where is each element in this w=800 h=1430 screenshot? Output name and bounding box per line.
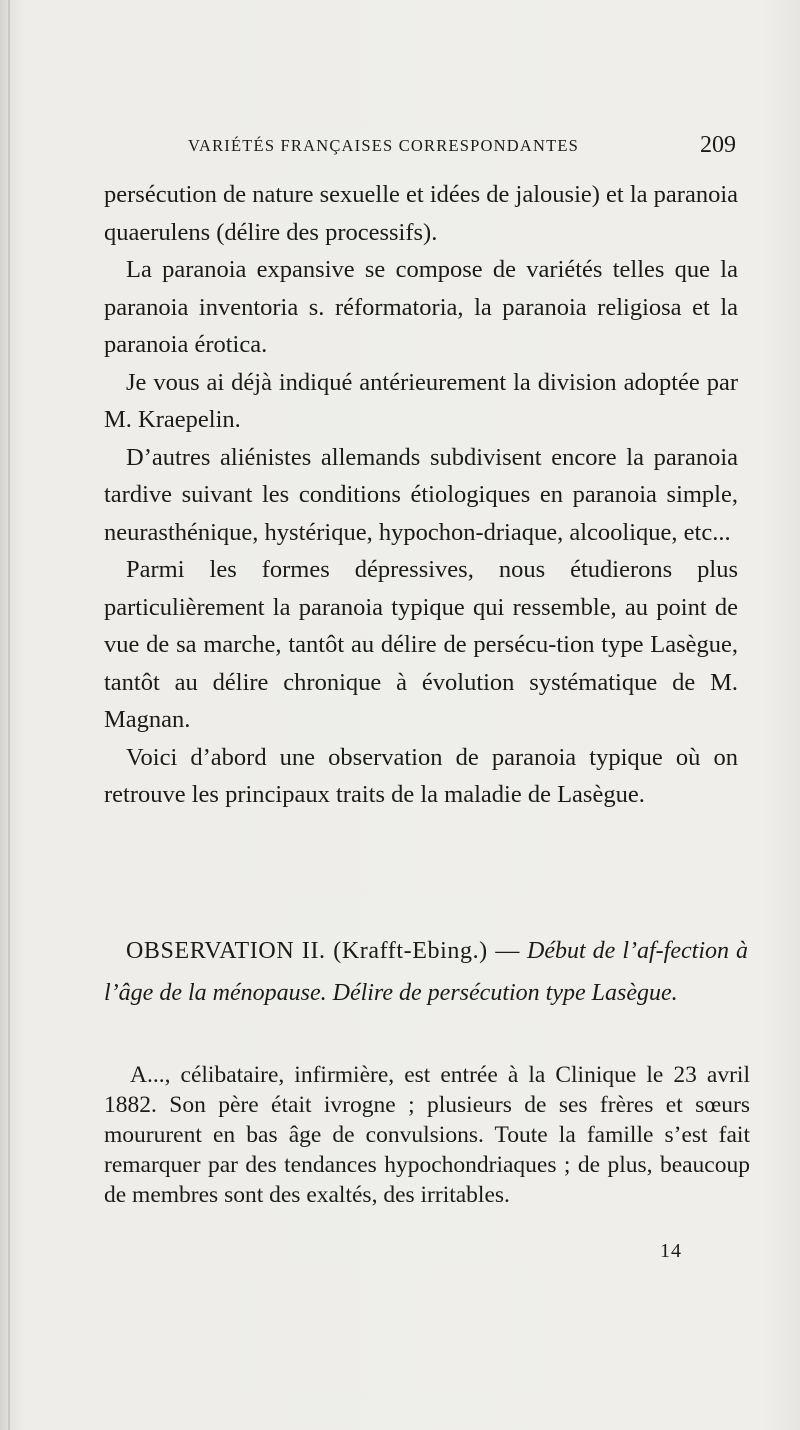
- case-paragraph: A..., célibataire, infirmière, est entrée à la Clinique le 23 avril 1882. Son père était ivrogne ; plusieurs de ses frères et sœurs moururent en bas âge de convulsions. Toute la famille s’est fait remarquer par des tendances hypochondriaques ; de plus, beaucoup de membres sont des exaltés, des irritables.: [104, 1062, 750, 1208]
- paragraph-observation-intro: Voici d’abord une observation de paranoia typique où on retrouve les principaux traits de la maladie de Lasègue.: [104, 743, 738, 808]
- observation-heading-text: [104, 930, 748, 1014]
- running-title: VARIÉTÉS FRANÇAISES CORRESPONDANTES: [188, 136, 580, 155]
- printer-signature-mark: 14: [660, 1240, 682, 1262]
- paragraph-continuation: persécution de nature sexuelle et idées de jalousie) et la paranoia quaerulens (délire des processifs).: [104, 181, 738, 246]
- page-number: 209: [700, 132, 736, 158]
- page-gutter-shadow: [8, 0, 10, 1430]
- paragraph-autres-alienistes: D’autres aliénistes allemands subdivisent encore la paranoia tardive suivant les conditions étiologiques en paranoia simple, neurasthénique, hystérique, hypochon-driaque, alcoolique, etc...: [104, 443, 738, 546]
- body-text: [104, 176, 738, 814]
- observation-heading: [104, 930, 748, 1014]
- observation-subtitle: Début de l’af-fection à l’âge de la ménopause. Délire de persécution type Lasègue.: [104, 938, 748, 1006]
- running-head: [188, 132, 736, 162]
- paragraph-formes-depressives: Parmi les formes dépressives, nous étudierons plus particulièrement la paranoia typique qui ressemble, au point de vue de sa marche, tantôt au délire de persécu-tion type Lasègue, tantôt au délire chronique à évolution systématique de M. Magnan.: [104, 556, 738, 733]
- paragraph-paranoia-expansive: La paranoia expansive se compose de variétés telles que la paranoia inventoria s. réformatoria, la paranoia religiosa et la paranoia érotica.: [104, 256, 738, 358]
- paragraph-kraepelin: Je vous ai déjà indiqué antérieurement la division adoptée par M. Kraepelin.: [104, 368, 738, 433]
- observation-title: OBSERVATION II. (Krafft-Ebing.) —: [126, 938, 520, 964]
- case-text: [104, 1060, 750, 1210]
